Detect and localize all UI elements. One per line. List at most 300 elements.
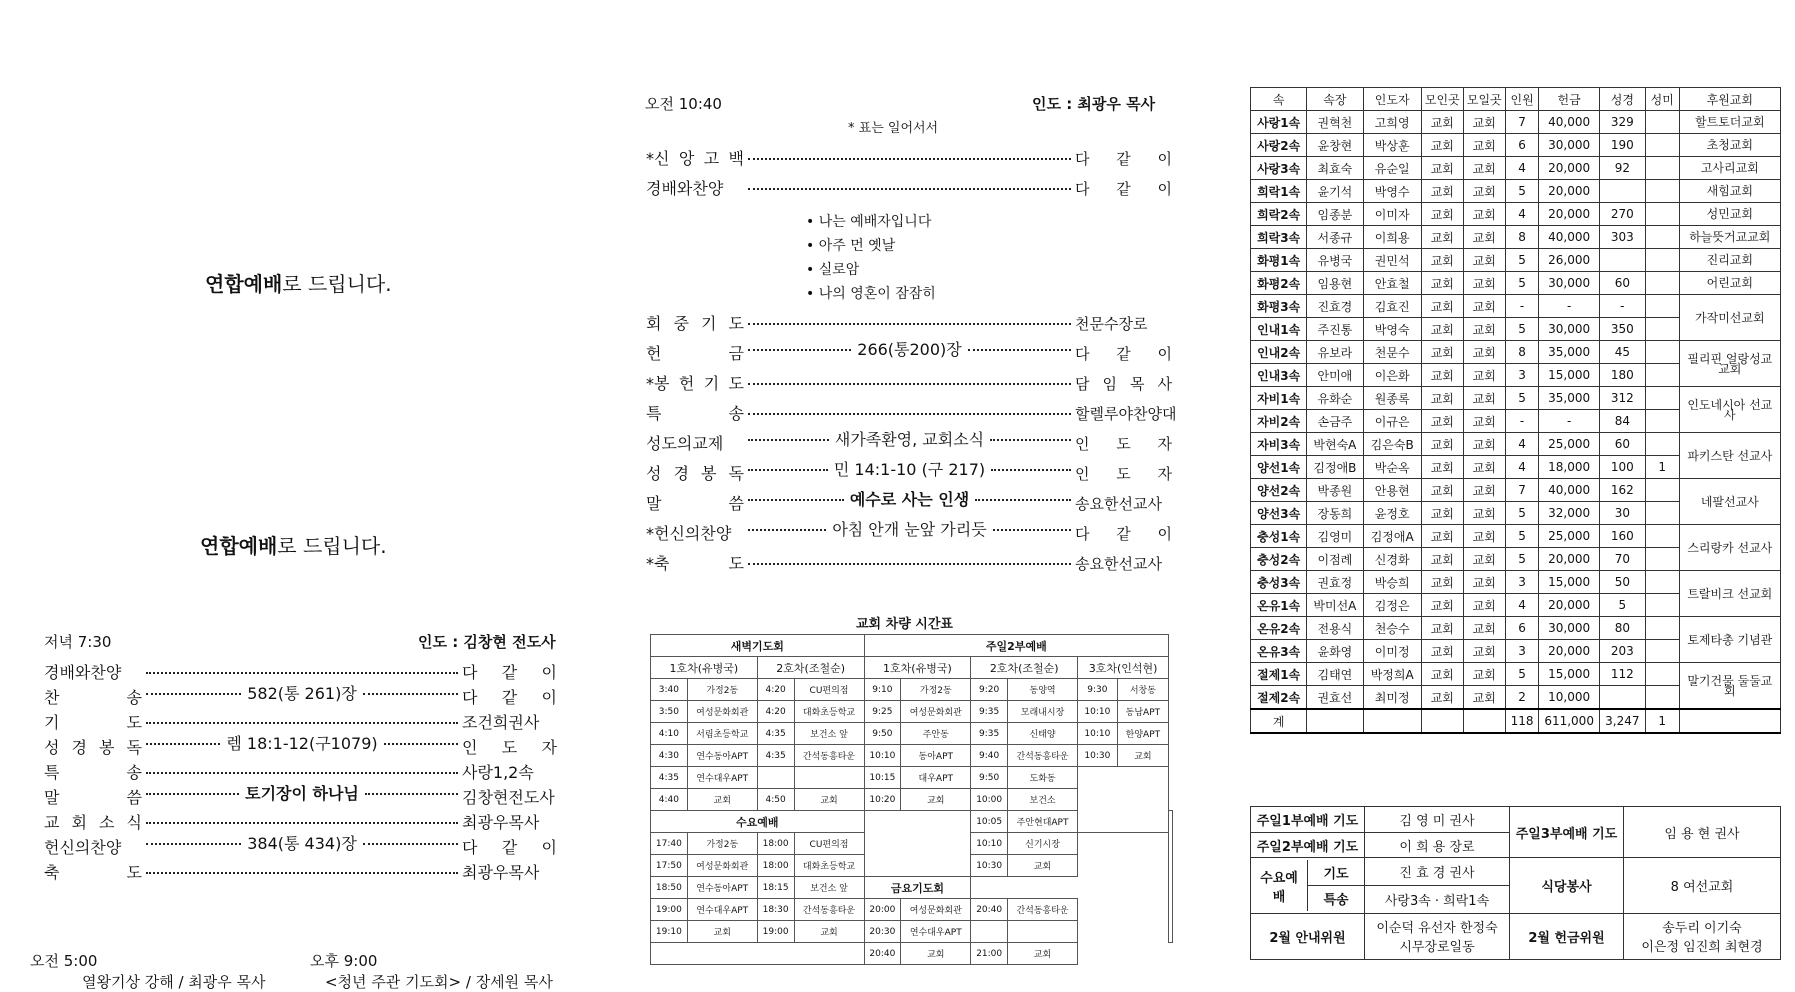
bus-cell: 연수동아APT [687,745,757,767]
bus-cell: 대화초등학교 [794,855,864,877]
morning-label: 성 경 봉 독 [646,464,744,483]
cell-value [1645,640,1679,663]
cell-value: 6 [1505,617,1539,640]
cell-value: 윤기석 [1307,180,1363,203]
cell-value: 교회 [1463,617,1505,640]
morning-time: 오전 10:40 [645,95,722,113]
evening-label: 성 경 봉 독 [44,738,142,757]
total-cell: 계 [1251,709,1307,733]
bus-subheader: 2호차(조철순) [757,657,864,679]
cell-value: 인내3속 [1251,364,1307,387]
total-cell: 118 [1505,709,1539,733]
cell-value: 유순일 [1363,157,1421,180]
bus-empty [1078,767,1169,833]
evening-label: 헌신의찬양 [44,838,122,857]
cell-value [1645,502,1679,525]
total-cell: 3,247 [1599,709,1645,733]
supporting-church: 초청교회 [1679,134,1780,157]
cell-value: 전용식 [1307,617,1363,640]
cell-value: 화평2속 [1251,272,1307,295]
cell-value: 2 [1505,686,1539,710]
cell-value: 교회 [1421,341,1463,364]
morning-label: 성도의교제 [646,434,724,453]
cell-value: 3 [1505,364,1539,387]
supporting-church: 진리교회 [1679,249,1780,272]
table-row [1251,111,1781,134]
morning-leader: 인도 : 최광우 목사 [1032,95,1156,113]
morning-row [646,311,1172,334]
supporting-church: 새힘교회 [1679,180,1780,203]
bus-cell: 3:40 [651,679,688,701]
cell-value: 40,000 [1539,226,1599,249]
bus-cell: 보건소 앞 [794,877,864,899]
table-row [1251,571,1781,594]
bus-cell: 연수대우APT [687,899,757,921]
cell-value: 교회 [1463,686,1505,710]
total-cell [1463,709,1505,733]
bus-header: 새벽기도회 [651,635,865,657]
cell-value [1645,617,1679,640]
cell-header: 모인곳 [1421,88,1463,111]
cell-value: 유화순 [1307,387,1363,410]
wed-cell [1251,858,1365,914]
cell-value: 박종원 [1307,479,1363,502]
cell-header: 헌금 [1539,88,1599,111]
cell-value: 김태연 [1307,663,1363,686]
evening-person: 인 도 자 [462,738,557,757]
table-row [1251,387,1781,410]
cell-value [1645,663,1679,686]
cell-value: 김은숙B [1363,433,1421,456]
cell-value: 교회 [1463,387,1505,410]
cell-value: 양선2속 [1251,479,1307,502]
cell-value: 화평3속 [1251,295,1307,318]
bus-cell: 교회 [901,789,971,811]
cell-value: 사랑2속 [1251,134,1307,157]
cell-value: 35,000 [1539,387,1599,410]
duty-value: 사랑3속 · 희락1속 [1365,886,1510,914]
cell-value: 주진통 [1307,318,1363,341]
bus-cell: 18:30 [757,899,794,921]
bus-cell: 주안현대APT [1008,811,1078,833]
cell-value: 4 [1505,594,1539,617]
bus-cell: 연수대우APT [687,767,757,789]
cell-value: 교회 [1463,249,1505,272]
cell-value: 교회 [1463,456,1505,479]
cell-value: 4 [1505,157,1539,180]
cell-value: 최미정 [1363,686,1421,710]
cell-value [1645,134,1679,157]
cell-value: 5 [1505,272,1539,295]
cell-value: 교회 [1463,479,1505,502]
table-row [1251,663,1781,686]
cell-value: - [1505,410,1539,433]
cell-value: 교회 [1421,433,1463,456]
bus-cell: 18:00 [757,855,794,877]
cell-value: 30 [1599,502,1645,525]
cell-value: 1 [1645,456,1679,479]
evening-person: 최광우목사 [462,813,540,832]
bus-cell: 9:40 [971,745,1008,767]
morning-row [646,371,1172,394]
duty-value: 8 여선교회 [1624,858,1781,914]
cell-value: 권효선 [1307,686,1363,710]
evening-detail: 582(통 261)장 [247,684,357,703]
cell-value [1645,686,1679,710]
cell-value: 교회 [1463,111,1505,134]
duty-table [1250,806,1781,960]
cell-value: 안용현 [1363,479,1421,502]
morning-label: 회 중 기 도 [646,314,744,333]
morning-label: 경배와찬양 [646,179,724,198]
cell-value: 희락3속 [1251,226,1307,249]
bus-cell: 9:35 [971,723,1008,745]
cell-value [1645,249,1679,272]
table-row [1251,341,1781,364]
morning-person: 다 같 이 [1075,525,1172,543]
supporting-church: 네팔선교사 [1679,479,1780,525]
bus-cell: 신기시장 [1008,833,1078,855]
cell-value: 권혁천 [1307,111,1363,134]
bus-cell: 4:40 [651,789,688,811]
cell-value: - [1539,410,1599,433]
bus-subheader: 1호차(유병국) [651,657,758,679]
evening-row [44,660,557,683]
cell-value: 이미정 [1363,640,1421,663]
bus-cell: 여성문화회관 [687,855,757,877]
morning-person: 송요한선교사 [1075,555,1162,573]
song-list [806,210,936,306]
bus-cell: 9:20 [971,679,1008,701]
morning-row [646,146,1172,169]
cell-value: 손금주 [1307,410,1363,433]
cell-value: 30,000 [1539,318,1599,341]
cell-value: 8 [1505,226,1539,249]
union-notice-1 [205,268,392,297]
dot-leader [146,672,458,674]
cell-value: 84 [1599,410,1645,433]
duty-label: 2월 안내위원 [1251,913,1365,959]
dot-leader [146,781,458,804]
cell-value: 화평1속 [1251,249,1307,272]
cell-value: 자비1속 [1251,387,1307,410]
bus-cell: 18:50 [651,877,688,899]
bus-cell: 10:10 [864,745,901,767]
duty-label: 기도 [1308,860,1364,886]
dot-leader [748,517,1071,540]
bus-cell: 9:10 [864,679,901,701]
supporting-church: 고사리교회 [1679,157,1780,180]
bus-cell: 교회 [687,789,757,811]
cell-value: 윤화영 [1307,640,1363,663]
bus-cell: 4:20 [757,679,794,701]
bus-cell: 10:30 [971,855,1008,877]
cell-value: 7 [1505,111,1539,134]
cell-value: 교회 [1463,295,1505,318]
bus-cell: 연수대우APT [901,921,971,943]
bottom-time-1: 오전 5:00 [30,952,98,970]
bus-cell: 가정2동 [687,679,757,701]
cell-header: 성미 [1645,88,1679,111]
cell-value: 교회 [1463,548,1505,571]
cell-value: 112 [1599,663,1645,686]
cell-value: 4 [1505,203,1539,226]
cell-value: 박영숙 [1363,318,1421,341]
morning-row [646,551,1172,574]
bus-cell: 18:15 [757,877,794,899]
cell-value: 교회 [1463,410,1505,433]
evening-row [44,835,557,858]
cell-value: 20,000 [1539,157,1599,180]
cell-value: 김정은 [1363,594,1421,617]
cell-value [1645,387,1679,410]
supporting-church: 토제타총 기념관 [1679,617,1780,663]
cell-value: 3 [1505,571,1539,594]
cell-value: 60 [1599,272,1645,295]
cell-header: 모일곳 [1463,88,1505,111]
cell-value: 윤정호 [1363,502,1421,525]
bus-cell [971,921,1008,943]
cell-value: 329 [1599,111,1645,134]
cell-value: 15,000 [1539,364,1599,387]
cell-value: 박상훈 [1363,134,1421,157]
bus-cell: 교회 [1008,855,1078,877]
evening-person: 다 같 이 [462,838,557,857]
morning-detail: 266(통200)장 [857,340,962,359]
dot-leader [748,337,1071,360]
dot-leader [748,457,1071,480]
cell-value: 5 [1505,180,1539,203]
evening-row [44,810,557,833]
bus-title: 교회 차량 시간표 [856,617,953,632]
cell-value: - [1599,295,1645,318]
morning-detail: 예수로 사는 인생 [849,490,970,509]
cell-value: 5 [1599,594,1645,617]
duty-label: 주일2부예배 기도 [1251,832,1365,858]
cell-value: 교회 [1421,525,1463,548]
cell-value: 교회 [1463,594,1505,617]
morning-person: 인 도 자 [1075,465,1172,483]
morning-label: 말 씀 [646,494,744,513]
cell-header: 후원교회 [1679,88,1780,111]
cell-value: 10,000 [1539,686,1599,710]
morning-row [646,176,1172,199]
cell-value: 임용현 [1307,272,1363,295]
bus-cell: 여성문화회관 [901,701,971,723]
cell-value: 20,000 [1539,180,1599,203]
dot-leader [748,413,1071,415]
cell-value: 25,000 [1539,433,1599,456]
cell-value: 4 [1505,456,1539,479]
cell-value: 김정애B [1307,456,1363,479]
cell-value: 최효숙 [1307,157,1363,180]
bus-cell: 4:35 [757,745,794,767]
evening-person: 조건희권사 [462,713,540,732]
evening-detail: 토기장이 하나님 [245,784,359,803]
cell-value [1645,318,1679,341]
cell-value: 교회 [1463,134,1505,157]
bus-cell: 21:00 [971,943,1008,965]
bus-cell: 교회 [1117,745,1168,767]
evening-person: 사랑1,2속 [462,763,534,782]
cell-value: 교회 [1463,571,1505,594]
cell-header: 속장 [1307,88,1363,111]
evening-row [44,785,557,808]
bus-cell [757,767,794,789]
bus-empty [1169,811,1173,943]
cell-value: 천승수 [1363,617,1421,640]
cell-value: 사랑1속 [1251,111,1307,134]
supporting-church: 어린교회 [1679,272,1780,295]
bus-cell: 4:30 [651,745,688,767]
cell-value: 자비2속 [1251,410,1307,433]
cell-value: 30,000 [1539,134,1599,157]
total-cell [1307,709,1363,733]
cell-value: 20,000 [1539,548,1599,571]
cell-value: 교회 [1421,318,1463,341]
evening-label: 찬 송 [44,688,142,707]
evening-person: 다 같 이 [462,663,557,682]
duty-value: 이 희 용 장로 [1365,832,1510,858]
duty-label: 식당봉사 [1510,858,1624,914]
table-row [1251,203,1781,226]
cell-value [1645,341,1679,364]
bus-cell: 9:50 [971,767,1008,789]
bus-cell: CU편의점 [794,833,864,855]
table-row [1251,226,1781,249]
cell-value: 5 [1505,502,1539,525]
cell-value: 절제1속 [1251,663,1307,686]
bus-cell: 여성문화회관 [901,899,971,921]
morning-person: 송요한선교사 [1075,495,1162,513]
dot-leader [146,831,458,854]
duty-label: 주일1부예배 기도 [1251,807,1365,833]
bus-cell: 주안동 [901,723,971,745]
union-notice-2 [200,530,387,559]
bus-cell: 19:10 [651,921,688,943]
bus-cell: 간석동흥타운 [794,899,864,921]
cell-value: 온유2속 [1251,617,1307,640]
evening-label: 축 도 [44,863,142,882]
supporting-church: 성민교회 [1679,203,1780,226]
union-bold: 연합예배 [200,534,278,558]
bus-header: 금요기도회 [864,877,971,899]
cell-value: 교회 [1421,571,1463,594]
bus-empty [864,811,971,877]
bus-cell: 간석동흥타운 [1008,899,1078,921]
bus-header: 수요예배 [651,811,865,833]
cell-value: 서종규 [1307,226,1363,249]
cell-value: - [1539,295,1599,318]
bottom-desc-1: 열왕기상 강해 / 최광우 목사 [82,973,266,991]
dot-leader [748,158,1071,160]
cell-value: 교회 [1421,410,1463,433]
table-row [1251,134,1781,157]
bus-cell [794,767,864,789]
morning-label: *봉 헌 기 도 [646,374,744,393]
morning-person: 다 같 이 [1075,345,1172,363]
bus-cell: 서림초등학교 [687,723,757,745]
cell-value: 신경화 [1363,548,1421,571]
bus-schedule-table [650,634,1173,965]
evening-time: 저녁 7:30 [44,633,112,651]
cell-value: 30,000 [1539,617,1599,640]
evening-label: 기 도 [44,713,142,732]
cell-value: 5 [1505,249,1539,272]
offering-line: 이은정 임진희 최현경 [1641,940,1763,956]
bus-cell: 10:05 [971,811,1008,833]
dot-leader [146,681,458,704]
song-item: • 아주 먼 옛날 [806,238,896,254]
cell-value: 4 [1505,433,1539,456]
bus-cell: 10:30 [1078,745,1118,767]
cell-value: 교회 [1421,594,1463,617]
cell-value [1645,525,1679,548]
duty-value: 임 용 현 권사 [1624,807,1781,858]
evening-person: 최광우목사 [462,863,540,882]
morning-person: 할렐루야찬양대 [1075,405,1177,423]
cell-value: 60 [1599,433,1645,456]
bus-cell: 20:30 [864,921,901,943]
morning-row [646,401,1177,424]
cell-value: 교회 [1421,295,1463,318]
dot-leader [146,772,458,774]
cell-value: 자비3속 [1251,433,1307,456]
duty-label: 2월 헌금위원 [1510,913,1624,959]
cell-value [1645,479,1679,502]
bus-cell: 10:00 [971,789,1008,811]
cell-value: 5 [1505,318,1539,341]
cell-value: 장동희 [1307,502,1363,525]
guide-line: 이순덕 유선자 한정숙 [1376,921,1498,937]
table-row [1251,433,1781,456]
cell-value: 교회 [1421,686,1463,710]
cell-value: 70 [1599,548,1645,571]
cell-value: 교회 [1463,341,1505,364]
morning-label: 특 송 [646,404,744,423]
cell-value: - [1505,295,1539,318]
morning-row [646,341,1172,364]
cell-value: 190 [1599,134,1645,157]
cell-value: 20,000 [1539,594,1599,617]
cell-value: 희락2속 [1251,203,1307,226]
dot-leader [748,323,1071,325]
bus-cell: 19:00 [757,921,794,943]
dot-leader [146,822,458,824]
bus-cell: 교회 [794,789,864,811]
cell-value: 교회 [1463,226,1505,249]
bus-cell: 10:10 [971,833,1008,855]
total-cell [1679,709,1780,733]
cell-value: 350 [1599,318,1645,341]
cell-value: 180 [1599,364,1645,387]
cell-value: 45 [1599,341,1645,364]
bus-cell: 4:35 [757,723,794,745]
cell-value: 교회 [1421,272,1463,295]
bus-cell: 보건소 앞 [794,723,864,745]
offering-line: 송두리 이기숙 [1662,921,1742,937]
cell-value [1599,686,1645,710]
cell-value: 교회 [1463,640,1505,663]
dot-leader [146,722,458,724]
bus-subheader: 3호차(인석현) [1078,657,1169,679]
morning-person: 인 도 자 [1075,435,1172,453]
cell-value: 162 [1599,479,1645,502]
cell-value: 3 [1505,640,1539,663]
stand-note: * 표는 일어서서 [848,121,939,136]
duty-label: 특송 [1323,893,1349,909]
cell-value [1645,111,1679,134]
